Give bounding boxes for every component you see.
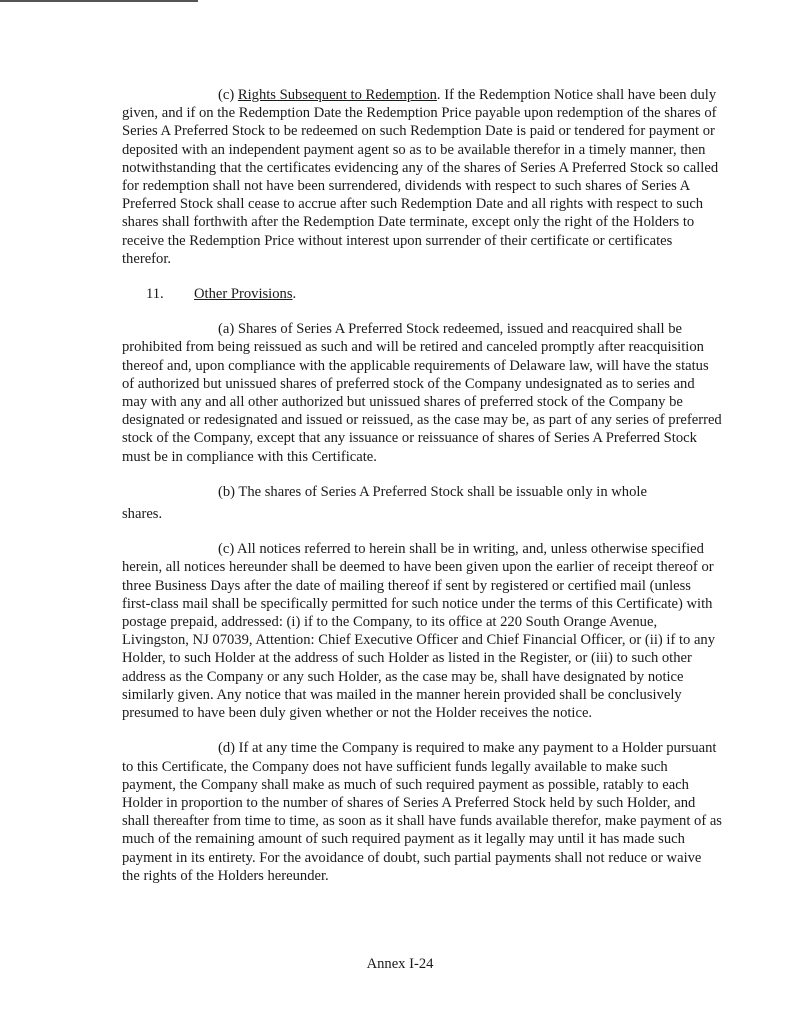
section-10c-body: . If the Redemption Notice shall have been duly given, and if on the Redemption Date the Redemption Price payable upon redemption of the shares of Series A Preferred Stock to be redeemed on such Redemption Date is paid or tendered for payment or deposited with an independent payment agent so as to be available therefor in a timely manner, then notwithstanding that the certificates evidencing any of the shares of Series A Preferred Stock so called for redemption shall not have been surrendered, dividends with respect to such shares of Series A Preferred Stock shall cease to accrue after such Redemption Date and all rights with respect to such shares shall forthwith after the Redemption Date terminate, except only the right of the Holders to receive the Redemption Price without interest upon surrender of their certificate or certificates therefor.: [122, 87, 719, 267]
section-11-heading: [122, 285, 722, 303]
section-10c-paragraph: [122, 86, 722, 268]
section-11d-paragraph: (d) If at any time the Company is required to make any payment to a Holder pursuant to this Certificate, the Company does not have sufficient funds legally available to make such payment, the Company shall make as much of such required payment as possible, ratably to each Holder in proportion to the number of shares of Series A Preferred Stock held by such Holder, and shall thereafter from time to time, as soon as it shall have funds available therefor, make payment of as much of the remaining amount of such required payment as it legally may until it has made such payment in its entirety. For the avoidance of doubt, such partial payments shall not reduce or waive the rights of the Holders hereunder.: [122, 740, 722, 884]
section-11b-line2: shares.: [122, 506, 163, 523]
spacer: [122, 268, 722, 285]
spacer: [122, 722, 722, 739]
section-11c-paragraph: (c) All notices referred to herein shall be in writing, and, unless otherwise specified herein, all notices hereunder shall be deemed to have been given upon the earlier of receipt thereof or three Business Days after the date of mailing thereof if sent by registered or certified mail (unless first-class mail shall be specifically permitted for such notice under the terms of this Certificate) with postage prepaid, addressed: (i) if to the Company, to its office at 220 South Orange Avenue, Livingston, NJ 07039, Attention: Chief Executive Officer and Chief Financial Officer, or (ii) if to any Holder, to such Holder at the address of such Holder as listed in the Register, or (iii) to such other address as the Company or any such Holder, as the case may be, shall have designated by notice similarly given. Any notice that was mailed in the manner herein provided shall be conclusively presumed to have been duly given whether or not the Holder receives the notice.: [122, 541, 716, 722]
section-11-number: 11.: [146, 286, 164, 303]
top-edge-line: [0, 0, 198, 2]
spacer: [122, 466, 722, 483]
section-11a-paragraph: (a) Shares of Series A Preferred Stock redeemed, issued and reacquired shall be prohibited from being reissued as such and will be retired and canceled promptly after reacquisition thereof and, upon compliance with the applicable requirements of Delaware law, will have the status of authorized but unissued shares of preferred stock of the Company undesignated as to series and may with any and all other authorized but unissued shares of preferred stock of the Company be designated or redesignated and issued or reissued, as the case may be, as part of any series of preferred stock of the Company, except that any issuance or reissuance of shares of Series A Preferred Stock must be in compliance with this Certificate.: [122, 321, 722, 465]
document-page: [122, 86, 722, 885]
section-10c-label: (c): [218, 87, 235, 103]
section-11-title-suffix: .: [292, 286, 297, 303]
section-11-title: Other Provisions: [194, 286, 293, 303]
section-11b-line1: (b) The shares of Series A Preferred Stock shall be issuable only in whole: [218, 483, 647, 500]
section-10c-title: Rights Subsequent to Redemption: [237, 87, 437, 103]
spacer: [122, 303, 722, 320]
spacer: [122, 523, 722, 540]
page-footer-label: Annex I-24: [366, 956, 434, 972]
